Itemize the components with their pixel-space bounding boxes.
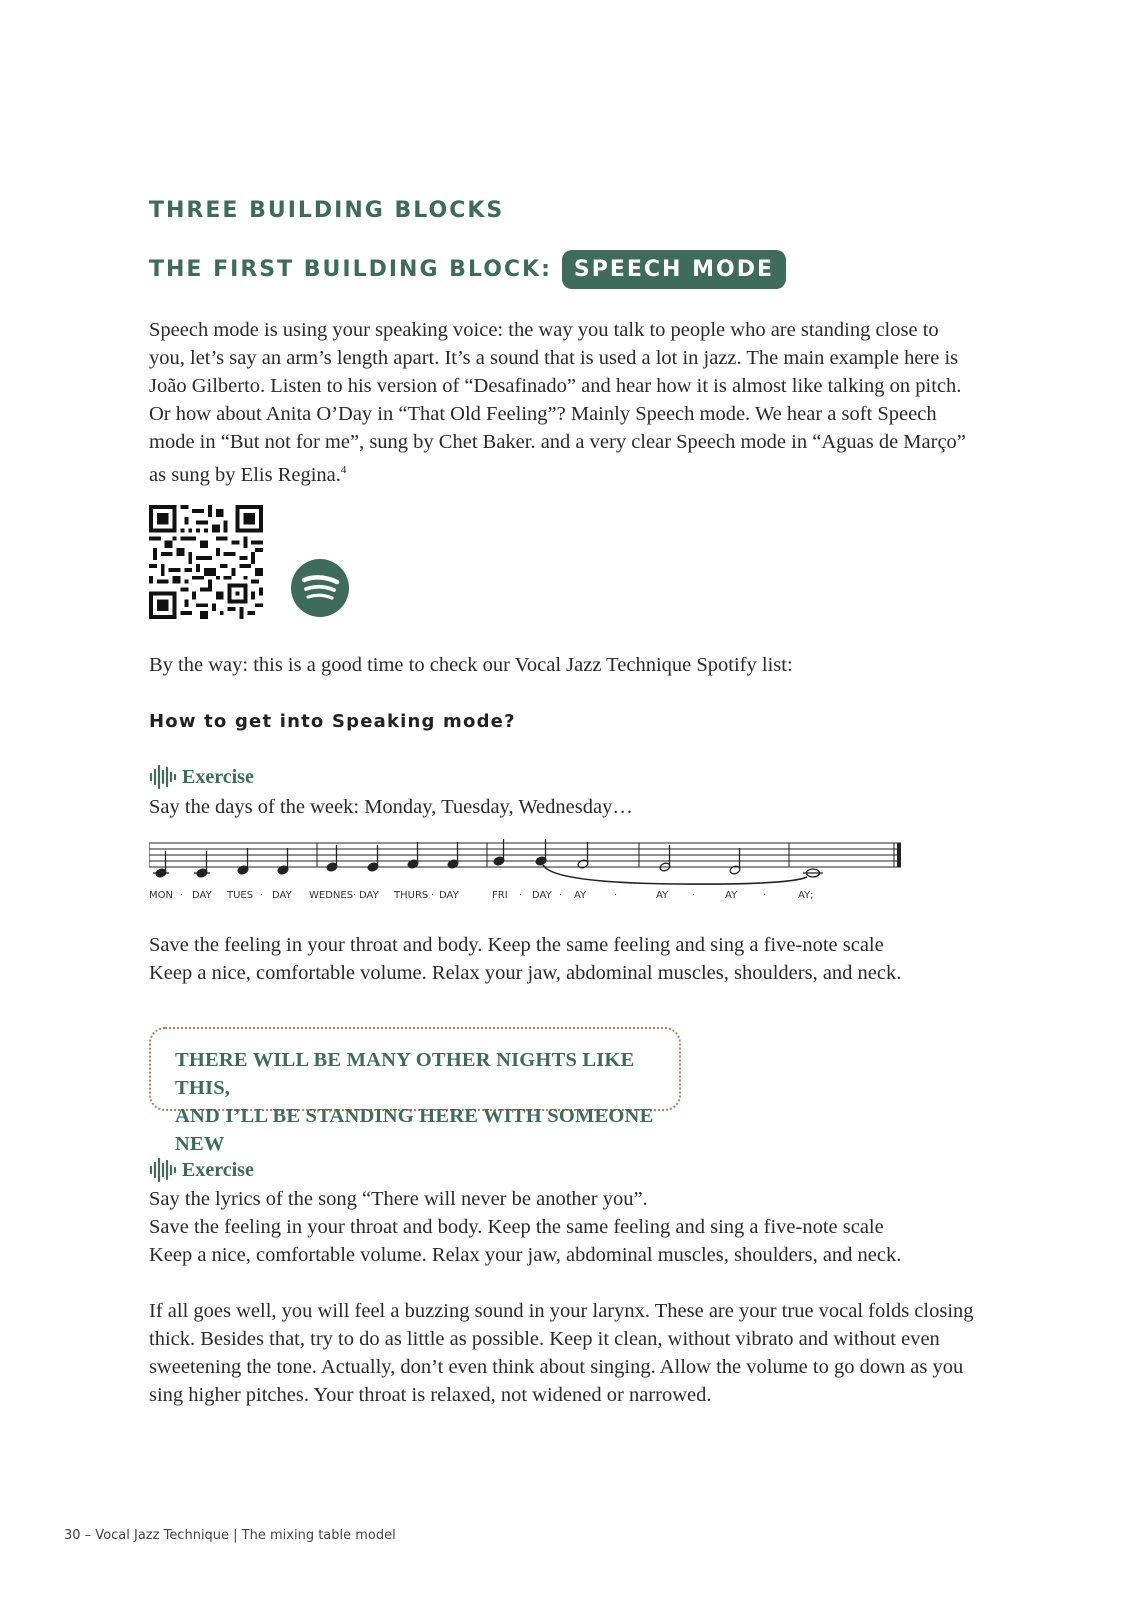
lyric-quote-box xyxy=(149,1027,681,1155)
qr-code-icon[interactable] xyxy=(149,505,263,619)
spotify-icon[interactable] xyxy=(291,559,349,617)
staff-lyric: · xyxy=(692,890,696,901)
staff-lyric: DAY xyxy=(439,890,459,901)
how-to-heading: How to get into Speaking mode? xyxy=(149,711,516,732)
staff-lyric: TUES xyxy=(227,890,254,901)
exercise-heading xyxy=(149,1158,254,1182)
staff-lyric: · xyxy=(180,890,184,901)
exercise-instruction: Say the days of the week: Monday, Tuesday, Wednesday… xyxy=(149,796,633,818)
staff-lyric: AY xyxy=(574,890,587,901)
page-footer: 30 – Vocal Jazz Technique | The mixing table model xyxy=(64,1528,396,1543)
staff-lyric: · xyxy=(260,890,264,901)
section-heading: THREE BUILDING BLOCKS xyxy=(149,198,505,223)
spotify-note: By the way: this is a good time to check our Vocal Jazz Technique Spotify list: xyxy=(149,654,793,676)
subsection-heading-label: THE FIRST BUILDING BLOCK: xyxy=(149,257,552,282)
staff-lyric: · xyxy=(559,890,563,901)
staff-lyric: · xyxy=(763,890,767,901)
staff-lyric: · xyxy=(353,890,357,901)
staff-lyric: DAY xyxy=(359,890,379,901)
staff-lyric: · xyxy=(519,890,523,901)
subsection-heading xyxy=(149,250,786,289)
staff-lyric: WEDNES xyxy=(309,890,354,901)
quote-line: AND I’LL BE STANDING HERE WITH SOMEONE NEW xyxy=(175,1105,654,1155)
exercise-line: Keep a nice, comfortable volume. Relax your jaw, abdominal muscles, shoulders, and neck. xyxy=(149,1244,902,1266)
intro-paragraph xyxy=(149,316,979,489)
music-staff xyxy=(149,838,909,918)
intro-text: Speech mode is using your speaking voice: the way you talk to people who are standing close to you, let’s say an arm’s length apart. It’s a sound that is used a lot in jazz. The main example here is João Gilberto. Listen to his version of “Desafinado” and hear how it is almost like talking on pitch. Or how about Anita O’Day in “That Old Feeling”? Mainly Speech mode. We hear a soft Speech mode in “But not for me”, sung by Chet Baker. and a very clear Speech mode in “Aguas de Março” as sung by Elis Regina. xyxy=(149,319,966,486)
sound-wave-icon xyxy=(149,1158,177,1182)
staff-lyric: AY xyxy=(725,890,738,901)
footnote-marker: 4 xyxy=(340,464,347,476)
sound-wave-icon xyxy=(149,765,177,789)
staff-lyric: DAY xyxy=(532,890,552,901)
closing-paragraph: If all goes well, you will feel a buzzing sound in your larynx. These are your true vocal folds closing thick. Besides that, try to do as little as possible. Keep it clean, without vibrato and without even sweetening the tone. Actually, don’t even think about singing. Allow the volume to go down as you sing higher pitches. Your throat is relaxed, not widened or narrowed. xyxy=(149,1300,974,1406)
staff-lyric: MON xyxy=(149,890,173,901)
staff-lyric: AY; xyxy=(798,890,814,901)
technique-paragraph xyxy=(149,931,979,987)
quote-line: THERE WILL BE MANY OTHER NIGHTS LIKE THIS, xyxy=(175,1049,635,1099)
exercise-line: Say the lyrics of the song “There will never be another you”. xyxy=(149,1188,648,1210)
staff-lyric: DAY xyxy=(272,890,292,901)
exercise-line: Save the feeling in your throat and body. Keep the same feeling and sing a five-note scale xyxy=(149,1216,884,1238)
technique-line: Keep a nice, comfortable volume. Relax your jaw, abdominal muscles, shoulders, and neck. xyxy=(149,962,902,984)
speech-mode-pill: SPEECH MODE xyxy=(562,250,786,289)
staff-lyric: DAY xyxy=(192,890,212,901)
staff-lyric: · xyxy=(431,890,435,901)
staff-lyric: AY xyxy=(656,890,669,901)
staff-lyric: · xyxy=(614,890,618,901)
exercise-heading xyxy=(149,765,254,789)
exercise-title: Exercise xyxy=(182,1158,254,1181)
exercise-title: Exercise xyxy=(182,765,254,788)
technique-line: Save the feeling in your throat and body. Keep the same feeling and sing a five-note scale xyxy=(149,934,884,956)
exercise-instructions xyxy=(149,1185,979,1269)
staff-lyric: THURS xyxy=(394,890,429,901)
staff-lyric: FRI xyxy=(492,890,508,901)
